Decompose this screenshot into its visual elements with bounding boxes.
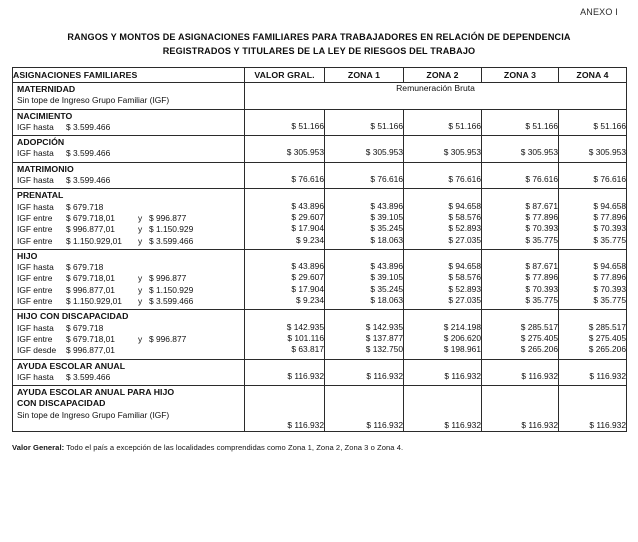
category-label: HIJO [17, 250, 38, 261]
amount-value: $ 116.932 [366, 420, 403, 431]
value-zona-2-adopcion [404, 136, 482, 163]
range-label: IGF hasta [17, 175, 54, 186]
value-zona-3-adopcion [482, 136, 559, 163]
row-concept-ayuda-escolar-anual [13, 359, 245, 386]
value-zona-1-prenatal [325, 189, 404, 249]
amount-value: $ 101.116 [287, 332, 324, 343]
amount-value: $ 43.896 [370, 200, 403, 211]
row-concept-prenatal [13, 189, 245, 249]
amount-value: $ 35.245 [370, 283, 403, 294]
value-zona-4-ayuda-escolar-anual-hijo-discapacidad [559, 386, 627, 432]
category-label: PRENATAL [17, 190, 64, 201]
row-concept-hijo-con-discapacidad [13, 310, 245, 359]
annex-label: ANEXO I [580, 7, 618, 17]
range-line [17, 175, 240, 186]
amount-value: $ 52.893 [448, 283, 481, 294]
amount-value: $ 76.616 [593, 174, 626, 185]
range-line [17, 372, 240, 383]
column-header-concept: ASIGNACIONES FAMILIARES [13, 68, 245, 83]
title-line-1: RANGOS Y MONTOS DE ASIGNACIONES FAMILIARES PARA TRABAJADORES EN RELACIÓN DE DEPENDENCIA [67, 32, 571, 42]
column-header-valor-gral: VALOR GRAL. [245, 68, 325, 83]
amount-value: $ 70.393 [593, 223, 626, 234]
table-row [13, 310, 627, 359]
row-concept-nacimiento [13, 109, 245, 136]
amount-value: $ 51.166 [525, 120, 558, 131]
amount-value: $ 43.896 [370, 261, 403, 272]
row-concept-ayuda-escolar-anual-hijo-discapacidad [13, 386, 245, 432]
table-header-row [13, 68, 627, 83]
amount-value: $ 18.063 [370, 234, 403, 245]
category-label: HIJO CON DISCAPACIDAD [17, 311, 129, 322]
range-separator: y [138, 224, 143, 235]
range-amount-to: $ 3.599.466 [149, 296, 194, 307]
value-zona-2-nacimiento [404, 109, 482, 136]
range-separator: y [138, 212, 143, 223]
footnote-label: Valor General: [12, 443, 65, 453]
row-concept-matrimonio [13, 162, 245, 189]
range-separator [138, 148, 149, 159]
amount-value: $ 94.658 [593, 261, 626, 272]
range-amount-from: $ 1.150.929,01 [66, 235, 122, 246]
range-amount-from: $ 3.599.466 [66, 371, 111, 382]
range-amount-from: $ 996.877,01 [66, 345, 115, 356]
amount-value: $ 35.775 [525, 234, 558, 245]
value-zona-3-prenatal [482, 189, 559, 249]
amount-value: $ 305.953 [443, 147, 481, 158]
range-amount-from: $ 3.599.466 [66, 121, 111, 132]
value-valor-gral-hijo [245, 249, 325, 309]
range-label: IGF entre [17, 224, 53, 235]
amount-value: $ 305.953 [588, 147, 626, 158]
value-zona-1-ayuda-escolar-anual-hijo-discapacidad [325, 386, 404, 432]
amount-value: $ 58.576 [448, 272, 481, 283]
title-line-2: REGISTRADOS Y TITULARES DE LA LEY DE RIESGOS DEL TRABAJO [162, 46, 476, 56]
range-separator [138, 323, 149, 334]
value-zona-1-ayuda-escolar-anual [325, 359, 404, 386]
value-valor-gral-ayuda-escolar-anual [245, 359, 325, 386]
value-zona-2-prenatal [404, 189, 482, 249]
amount-value: $ 70.393 [525, 223, 558, 234]
amount-value: $ 35.775 [593, 234, 626, 245]
column-header-zona-4: ZONA 4 [559, 68, 627, 83]
amount-value: $ 17.904 [291, 223, 324, 234]
range-amount-from: $ 3.599.466 [66, 148, 111, 159]
value-zona-3-ayuda-escolar-anual [482, 359, 559, 386]
range-amount-to: $ 996.877 [149, 333, 187, 344]
amount-value: $ 51.166 [291, 120, 324, 131]
amount-value: $ 116.932 [287, 420, 324, 431]
range-label: IGF hasta [17, 262, 54, 273]
category-label: MATRIMONIO [17, 163, 74, 174]
range-label: IGF entre [17, 296, 53, 307]
amount-value: $ 35.775 [525, 295, 558, 306]
range-amount-from: $ 996.877,01 [66, 224, 115, 235]
amount-value: $ 63.817 [291, 344, 324, 355]
value-zona-3-hijo-con-discapacidad [482, 310, 559, 359]
value-zona-4-hijo-con-discapacidad [559, 310, 627, 359]
column-header-zona-2: ZONA 2 [404, 68, 482, 83]
range-amount-from: $ 679.718,01 [66, 273, 115, 284]
amount-value: $ 29.607 [291, 272, 324, 283]
amount-value: $ 76.616 [525, 174, 558, 185]
range-line [17, 262, 240, 273]
range-line [17, 148, 240, 159]
amount-value: $ 116.932 [589, 420, 626, 431]
amount-value: $ 275.405 [520, 332, 558, 343]
amount-value: $ 29.607 [291, 211, 324, 222]
value-valor-gral-ayuda-escolar-anual-hijo-discapacidad [245, 386, 325, 432]
amount-value: $ 116.932 [444, 420, 481, 431]
range-separator: y [138, 296, 143, 307]
amount-value: $ 27.035 [448, 234, 481, 245]
range-amount-from: $ 679.718 [66, 322, 104, 333]
value-zona-3-ayuda-escolar-anual-hijo-discapacidad [482, 386, 559, 432]
range-amount-to: $ 1.150.929 [149, 224, 194, 235]
range-separator [138, 202, 149, 213]
category-label: CON DISCAPACIDAD [17, 398, 106, 409]
value-valor-gral-prenatal [245, 189, 325, 249]
value-zona-4-matrimonio [559, 162, 627, 189]
footnote [12, 443, 626, 452]
amount-value: $ 39.105 [370, 272, 403, 283]
value-zona-1-nacimiento [325, 109, 404, 136]
range-amount-from: $ 679.718 [66, 262, 104, 273]
row-concept-hijo [13, 249, 245, 309]
amount-value: $ 70.393 [593, 283, 626, 294]
amount-value: $ 51.166 [370, 120, 403, 131]
amount-value: $ 43.896 [291, 200, 324, 211]
range-label: IGF entre [17, 284, 53, 295]
range-line [17, 213, 240, 224]
value-valor-gral-adopcion [245, 136, 325, 163]
range-separator [138, 122, 149, 133]
amount-value: $ 198.961 [443, 344, 481, 355]
range-line [17, 236, 240, 247]
range-amount-to: $ 996.877 [149, 273, 187, 284]
range-line [17, 202, 240, 213]
range-line [17, 345, 240, 356]
amount-value: $ 142.935 [365, 321, 403, 332]
range-amount-from: $ 679.718 [66, 201, 104, 212]
range-amount-from: $ 996.877,01 [66, 284, 115, 295]
amount-value: $ 116.932 [521, 370, 558, 381]
range-label: IGF hasta [17, 371, 54, 382]
amount-value: $ 116.932 [589, 370, 626, 381]
value-zona-2-hijo [404, 249, 482, 309]
table-body [13, 83, 627, 432]
amount-value: $ 76.616 [291, 174, 324, 185]
amount-value: $ 39.105 [370, 211, 403, 222]
value-zona-4-hijo [559, 249, 627, 309]
amount-value: $ 116.932 [287, 370, 324, 381]
amount-value: $ 275.405 [588, 332, 626, 343]
range-separator [138, 262, 149, 273]
table-row [13, 109, 627, 136]
range-amount-from: $ 3.599.466 [66, 175, 111, 186]
range-line [17, 122, 240, 133]
amount-value: $ 116.932 [521, 420, 558, 431]
category-label: AYUDA ESCOLAR ANUAL PARA HIJO [17, 387, 175, 398]
amount-value: $ 116.932 [366, 370, 403, 381]
amount-value: $ 214.198 [443, 321, 481, 332]
amount-value: $ 137.877 [365, 332, 403, 343]
table-row [13, 386, 627, 432]
value-zona-3-hijo [482, 249, 559, 309]
value-zona-4-ayuda-escolar-anual [559, 359, 627, 386]
family-allowances-table [12, 67, 627, 432]
amount-value: $ 77.896 [525, 211, 558, 222]
amount-value: $ 52.893 [448, 223, 481, 234]
amount-value: $ 35.245 [370, 223, 403, 234]
range-separator [138, 372, 149, 383]
value-zona-2-hijo-con-discapacidad [404, 310, 482, 359]
amount-value: $ 43.896 [291, 261, 324, 272]
amount-value: $ 76.616 [370, 174, 403, 185]
amount-value: $ 76.616 [448, 174, 481, 185]
amount-value: $ 285.517 [588, 321, 626, 332]
amount-value: $ 305.953 [520, 147, 558, 158]
value-valor-gral-hijo-con-discapacidad [245, 310, 325, 359]
amount-value: $ 18.063 [370, 295, 403, 306]
value-zona-1-hijo [325, 249, 404, 309]
amount-value: $ 305.953 [286, 147, 324, 158]
table-row [13, 162, 627, 189]
amount-value: $ 87.671 [525, 261, 558, 272]
amount-value: $ 94.658 [448, 200, 481, 211]
condition-text: Sin tope de Ingreso Grupo Familiar (IGF) [17, 95, 170, 106]
amount-value: $ 94.658 [593, 200, 626, 211]
table-row [13, 359, 627, 386]
range-separator: y [138, 273, 143, 284]
range-line [17, 273, 240, 284]
amount-value: $ 132.750 [365, 344, 403, 355]
amount-value: $ 265.206 [520, 344, 558, 355]
range-label: IGF hasta [17, 121, 54, 132]
value-zona-2-matrimonio [404, 162, 482, 189]
range-amount-to: $ 996.877 [149, 212, 187, 223]
range-separator: y [138, 235, 143, 246]
amount-value: $ 77.896 [593, 211, 626, 222]
value-zona-4-adopcion [559, 136, 627, 163]
row-concept-adopcion [13, 136, 245, 163]
column-header-zona-1: ZONA 1 [325, 68, 404, 83]
range-line [17, 323, 240, 334]
column-header-zona-3: ZONA 3 [482, 68, 559, 83]
table-row [13, 249, 627, 309]
amount-value: $ 17.904 [291, 283, 324, 294]
table-row [13, 83, 627, 110]
amount-value: $ 51.166 [448, 120, 481, 131]
value-zona-1-matrimonio [325, 162, 404, 189]
value-zona-4-nacimiento [559, 109, 627, 136]
range-label: IGF hasta [17, 201, 54, 212]
value-zona-1-adopcion [325, 136, 404, 163]
amount-value: $ 265.206 [588, 344, 626, 355]
amount-value: $ 70.393 [525, 283, 558, 294]
amount-value: $ 77.896 [593, 272, 626, 283]
amount-value: $ 58.576 [448, 211, 481, 222]
range-separator: y [138, 284, 143, 295]
amount-value: $ 116.932 [444, 370, 481, 381]
value-valor-gral-nacimiento [245, 109, 325, 136]
amount-value: $ 94.658 [448, 261, 481, 272]
table-row [13, 189, 627, 249]
range-separator [138, 345, 149, 356]
amount-value: $ 142.935 [286, 321, 324, 332]
row-concept-maternidad [13, 83, 245, 110]
category-label: ADOPCIÓN [17, 137, 65, 148]
merged-value-remuneracion-bruta: Remuneración Bruta [245, 83, 627, 110]
value-zona-3-matrimonio [482, 162, 559, 189]
range-label: IGF entre [17, 212, 53, 223]
range-separator [138, 175, 149, 186]
range-label: IGF entre [17, 273, 53, 284]
amount-value: $ 27.035 [448, 295, 481, 306]
amount-value: $ 206.620 [443, 332, 481, 343]
range-amount-to: $ 3.599.466 [149, 235, 194, 246]
range-line [17, 285, 240, 296]
amount-value: $ 9.234 [296, 234, 324, 245]
value-zona-2-ayuda-escolar-anual-hijo-discapacidad [404, 386, 482, 432]
range-line [17, 296, 240, 307]
amount-value: $ 305.953 [365, 147, 403, 158]
value-valor-gral-matrimonio [245, 162, 325, 189]
range-label: IGF desde [17, 345, 57, 356]
value-zona-1-hijo-con-discapacidad [325, 310, 404, 359]
amount-value: $ 285.517 [520, 321, 558, 332]
table-row [13, 136, 627, 163]
range-label: IGF entre [17, 235, 53, 246]
category-label: AYUDA ESCOLAR ANUAL [17, 360, 126, 371]
category-label: NACIMIENTO [17, 110, 73, 121]
value-zona-3-nacimiento [482, 109, 559, 136]
range-line [17, 224, 240, 235]
range-label: IGF hasta [17, 322, 54, 333]
amount-value: $ 35.775 [593, 295, 626, 306]
condition-text: Sin tope de Ingreso Grupo Familiar (IGF) [17, 409, 170, 420]
range-line [17, 334, 240, 345]
range-label: IGF hasta [17, 148, 54, 159]
range-separator: y [138, 333, 143, 344]
amount-value: $ 9.234 [296, 295, 324, 306]
footnote-text: Todo el país a excepción de las localidades comprendidas como Zona 1, Zona 2, Zona 3 o Zona 4. [64, 443, 404, 453]
range-amount-from: $ 679.718,01 [66, 333, 115, 344]
value-zona-2-ayuda-escolar-anual [404, 359, 482, 386]
document-title [12, 30, 626, 58]
range-label: IGF entre [17, 333, 53, 344]
amount-value: $ 77.896 [525, 272, 558, 283]
range-amount-from: $ 679.718,01 [66, 212, 115, 223]
category-label: MATERNIDAD [17, 84, 76, 94]
range-amount-from: $ 1.150.929,01 [66, 296, 122, 307]
amount-value: $ 51.166 [593, 120, 626, 131]
range-amount-to: $ 1.150.929 [149, 284, 194, 295]
amount-value: $ 87.671 [525, 200, 558, 211]
value-zona-4-prenatal [559, 189, 627, 249]
